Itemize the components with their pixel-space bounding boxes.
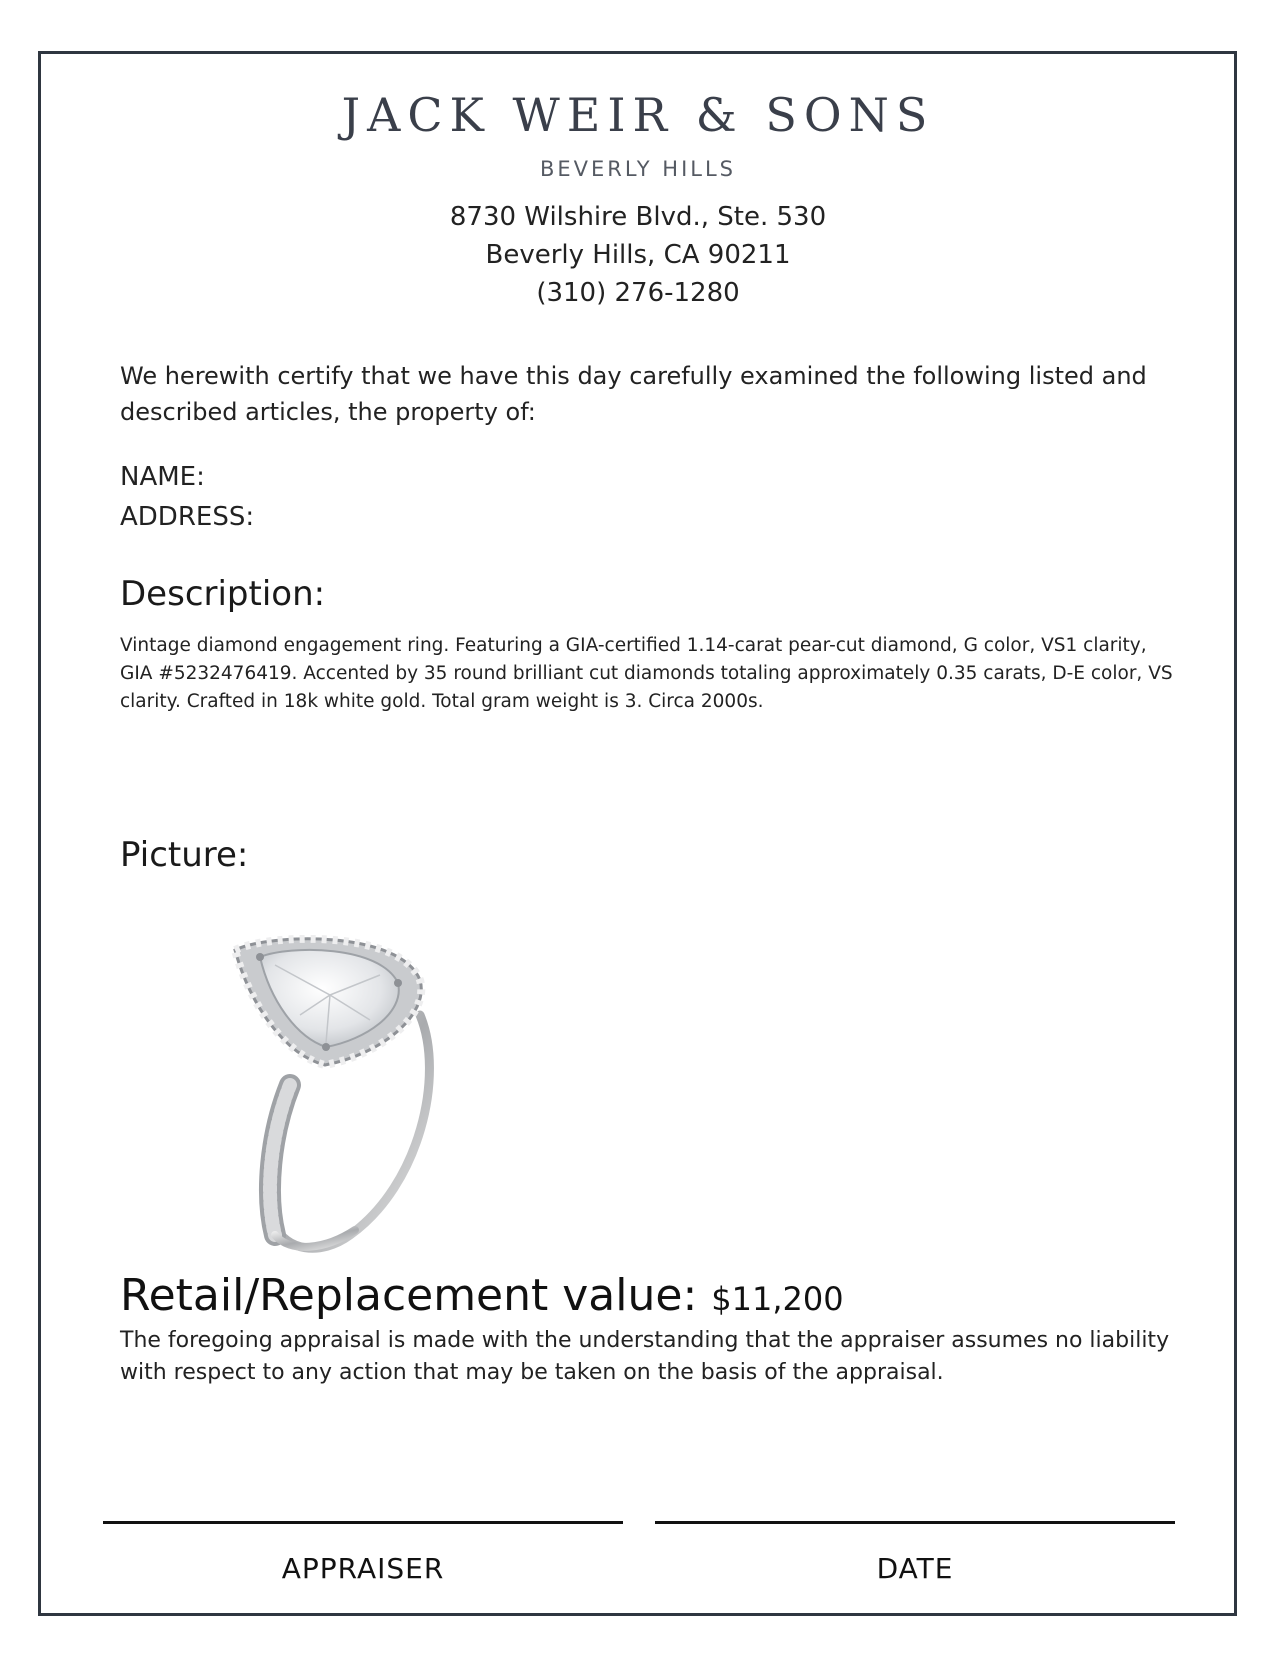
- brand-location: BEVERLY HILLS: [539, 157, 737, 181]
- valuation-label: Retail/Replacement value:: [120, 1270, 698, 1321]
- address-line-1: 8730 Wilshire Blvd., Ste. 530: [449, 202, 827, 232]
- picture-heading: Picture:: [120, 835, 249, 875]
- brand-name: JACK WEIR & SONS: [341, 88, 935, 142]
- business-address: [0, 198, 1276, 312]
- phone-number: (310) 276-1280: [536, 278, 740, 308]
- name-field-label: NAME:: [120, 462, 205, 492]
- valuation-row: [120, 1270, 844, 1321]
- valuation-amount: $11,200: [711, 1280, 844, 1318]
- description-heading: Description:: [120, 574, 326, 614]
- date-label: DATE: [876, 1552, 954, 1585]
- disclaimer-text: The foregoing appraisal is made with the understanding that the appraiser assumes no liability with respect to any action that may be taken on the basis of the appraisal.: [120, 1328, 1170, 1385]
- appraiser-label: APPRAISER: [281, 1552, 445, 1585]
- ring-image: [230, 935, 460, 1255]
- address-line-2: Beverly Hills, CA 90211: [485, 240, 791, 270]
- certification-statement: We herewith certify that we have this day carefully examined the following listed and described articles, the property of:: [120, 362, 1147, 426]
- appraiser-signature-line: [103, 1521, 623, 1524]
- description-text: Vintage diamond engagement ring. Featuring a GIA-certified 1.14-carat pear-cut diamond, G color, VS1 clarity, GIA #5232476419. Accented by 35 round brilliant cut diamonds totaling approximately 0.35 carats, D-E color, VS clarity. Crafted in 18k white gold. Total gram weight is 3. Circa 2000s.: [120, 635, 1173, 712]
- date-signature-line: [655, 1521, 1175, 1524]
- address-field-label: ADDRESS:: [120, 502, 255, 532]
